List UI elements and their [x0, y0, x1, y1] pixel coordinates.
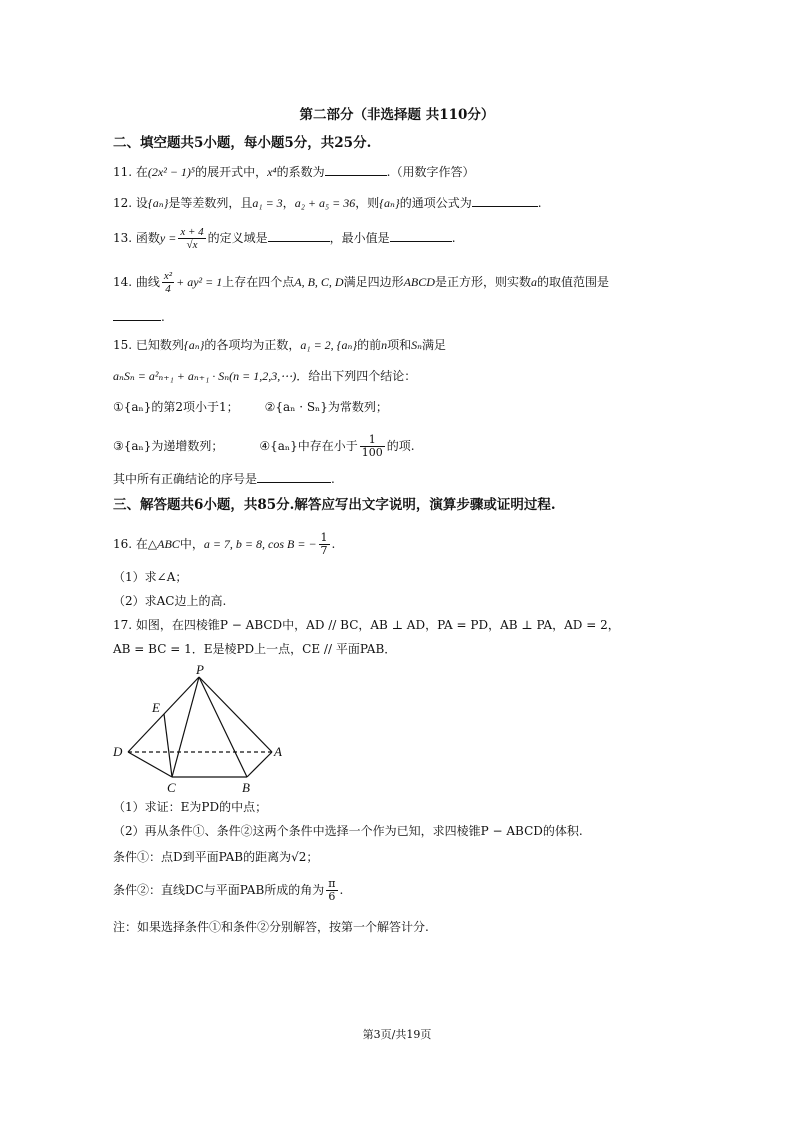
question-17-part1: （1）求证：E为PD的中点； [113, 800, 268, 814]
answer-blank [472, 194, 538, 207]
label-B: B [242, 780, 250, 795]
question-15-condition: aₙSₙ = a²ₙ₊₁ + aₙ₊₁ · Sₙ(n = 1,2,3,⋯)．给出下列四个结论： [113, 369, 417, 383]
section3-heading: 三、解答题共6小题，共85分.解答应写出文字说明，演算步骤或证明过程. [113, 497, 556, 513]
label-C: C [167, 780, 176, 795]
fraction: $\frac{1}{100}$ [361, 433, 383, 459]
question-17-line1: 17. 如图，在四棱锥P − ABCD中，AD // BC，AB ⊥ AD，PA = PD，AB ⊥ PA，AD = 2， [113, 618, 620, 632]
edge-PA [199, 677, 272, 752]
answer-blank [257, 470, 331, 483]
answer-blank [390, 229, 452, 242]
question-17-condition1: 条件①：点D到平面PAB的距离为√2； [113, 850, 319, 864]
question-15-conclusions-2: ③{aₙ}为递增数列； ④{aₙ}中存在小于 $\frac{1}{100}$ 的项. [113, 433, 415, 459]
question-16-part1: （1）求∠A； [113, 570, 188, 584]
edge-BA [247, 752, 272, 777]
label-D: D [113, 744, 123, 759]
question-13: 13. 函数y = $\frac{x + 4}{√x}$ 的定义域是 ，最小值是 . [113, 226, 456, 251]
fraction: $\frac{\pi}{6}$ [328, 877, 336, 903]
question-17-condition2: 条件②：直线DC与平面PAB所成的角为 $\frac{\pi}{6}$ . [113, 877, 344, 903]
answer-blank [113, 308, 161, 321]
label-E: E [152, 700, 160, 715]
page-number: 第3页/共19页 [362, 1028, 432, 1041]
answer-blank [268, 229, 330, 242]
fraction: $\frac{x + 4}{√x}$ [180, 226, 204, 251]
question-14: 14. 曲线 $\frac{\text{x²}}{4}$ + ay² = 1上存在四个点A, B, C, D满足四边形ABCD是正方形，则实数a的取值范围是 [113, 270, 609, 295]
fraction: $\frac{\text{x²}}{4}$ [163, 270, 173, 295]
edge-PB [199, 677, 247, 777]
question-14-blank-line: . [113, 308, 165, 326]
fraction: $\frac{1}{7}$ [320, 531, 328, 557]
section2-heading: 二、填空题共5小题，每小题5分，共25分. [113, 135, 372, 151]
question-17-part2: （2）再从条件①、条件②这两个条件中选择一个作为已知，求四棱锥P − ABCD的体积. [113, 824, 583, 838]
question-12: 12. 设{aₙ}是等差数列，且a₁ = 3，a₂ + a₅ = 36，则{aₙ}的通项公式为 . [113, 196, 542, 210]
edge-EC [164, 714, 172, 777]
pyramid-figure [108, 660, 288, 795]
label-A: A [274, 744, 282, 759]
answer-blank [325, 163, 387, 176]
label-P: P [196, 662, 204, 677]
question-15: 15. 已知数列{aₙ}的各项均为正数，a₁ = 2, {aₙ}的前n项和Sₙ满足 [113, 338, 447, 352]
question-15-answer: 其中所有正确结论的序号是 . [113, 472, 335, 486]
question-11: 11. 在(2x² − 1)⁵的展开式中，x⁴的系数为 .（用数字作答） [113, 165, 475, 179]
part-title: 第二部分（非选择题 共110分） [299, 107, 495, 123]
question-17-line2: AB = BC = 1．E是棱PD上一点，CE // 平面PAB． [113, 642, 397, 656]
question-17-note: 注：如果选择条件①和条件②分别解答，按第一个解答计分. [113, 920, 429, 934]
edge-DC [128, 752, 172, 777]
question-16: 16. 在△ABC中，a = 7, b = 8, cos B = − $\frac{1}{7}$ . [113, 531, 336, 557]
question-15-conclusions-1: ①{aₙ}的第2项小于1； ②{aₙ · Sₙ}为常数列； [113, 400, 388, 414]
question-16-part2: （2）求AC边上的高. [113, 594, 227, 608]
